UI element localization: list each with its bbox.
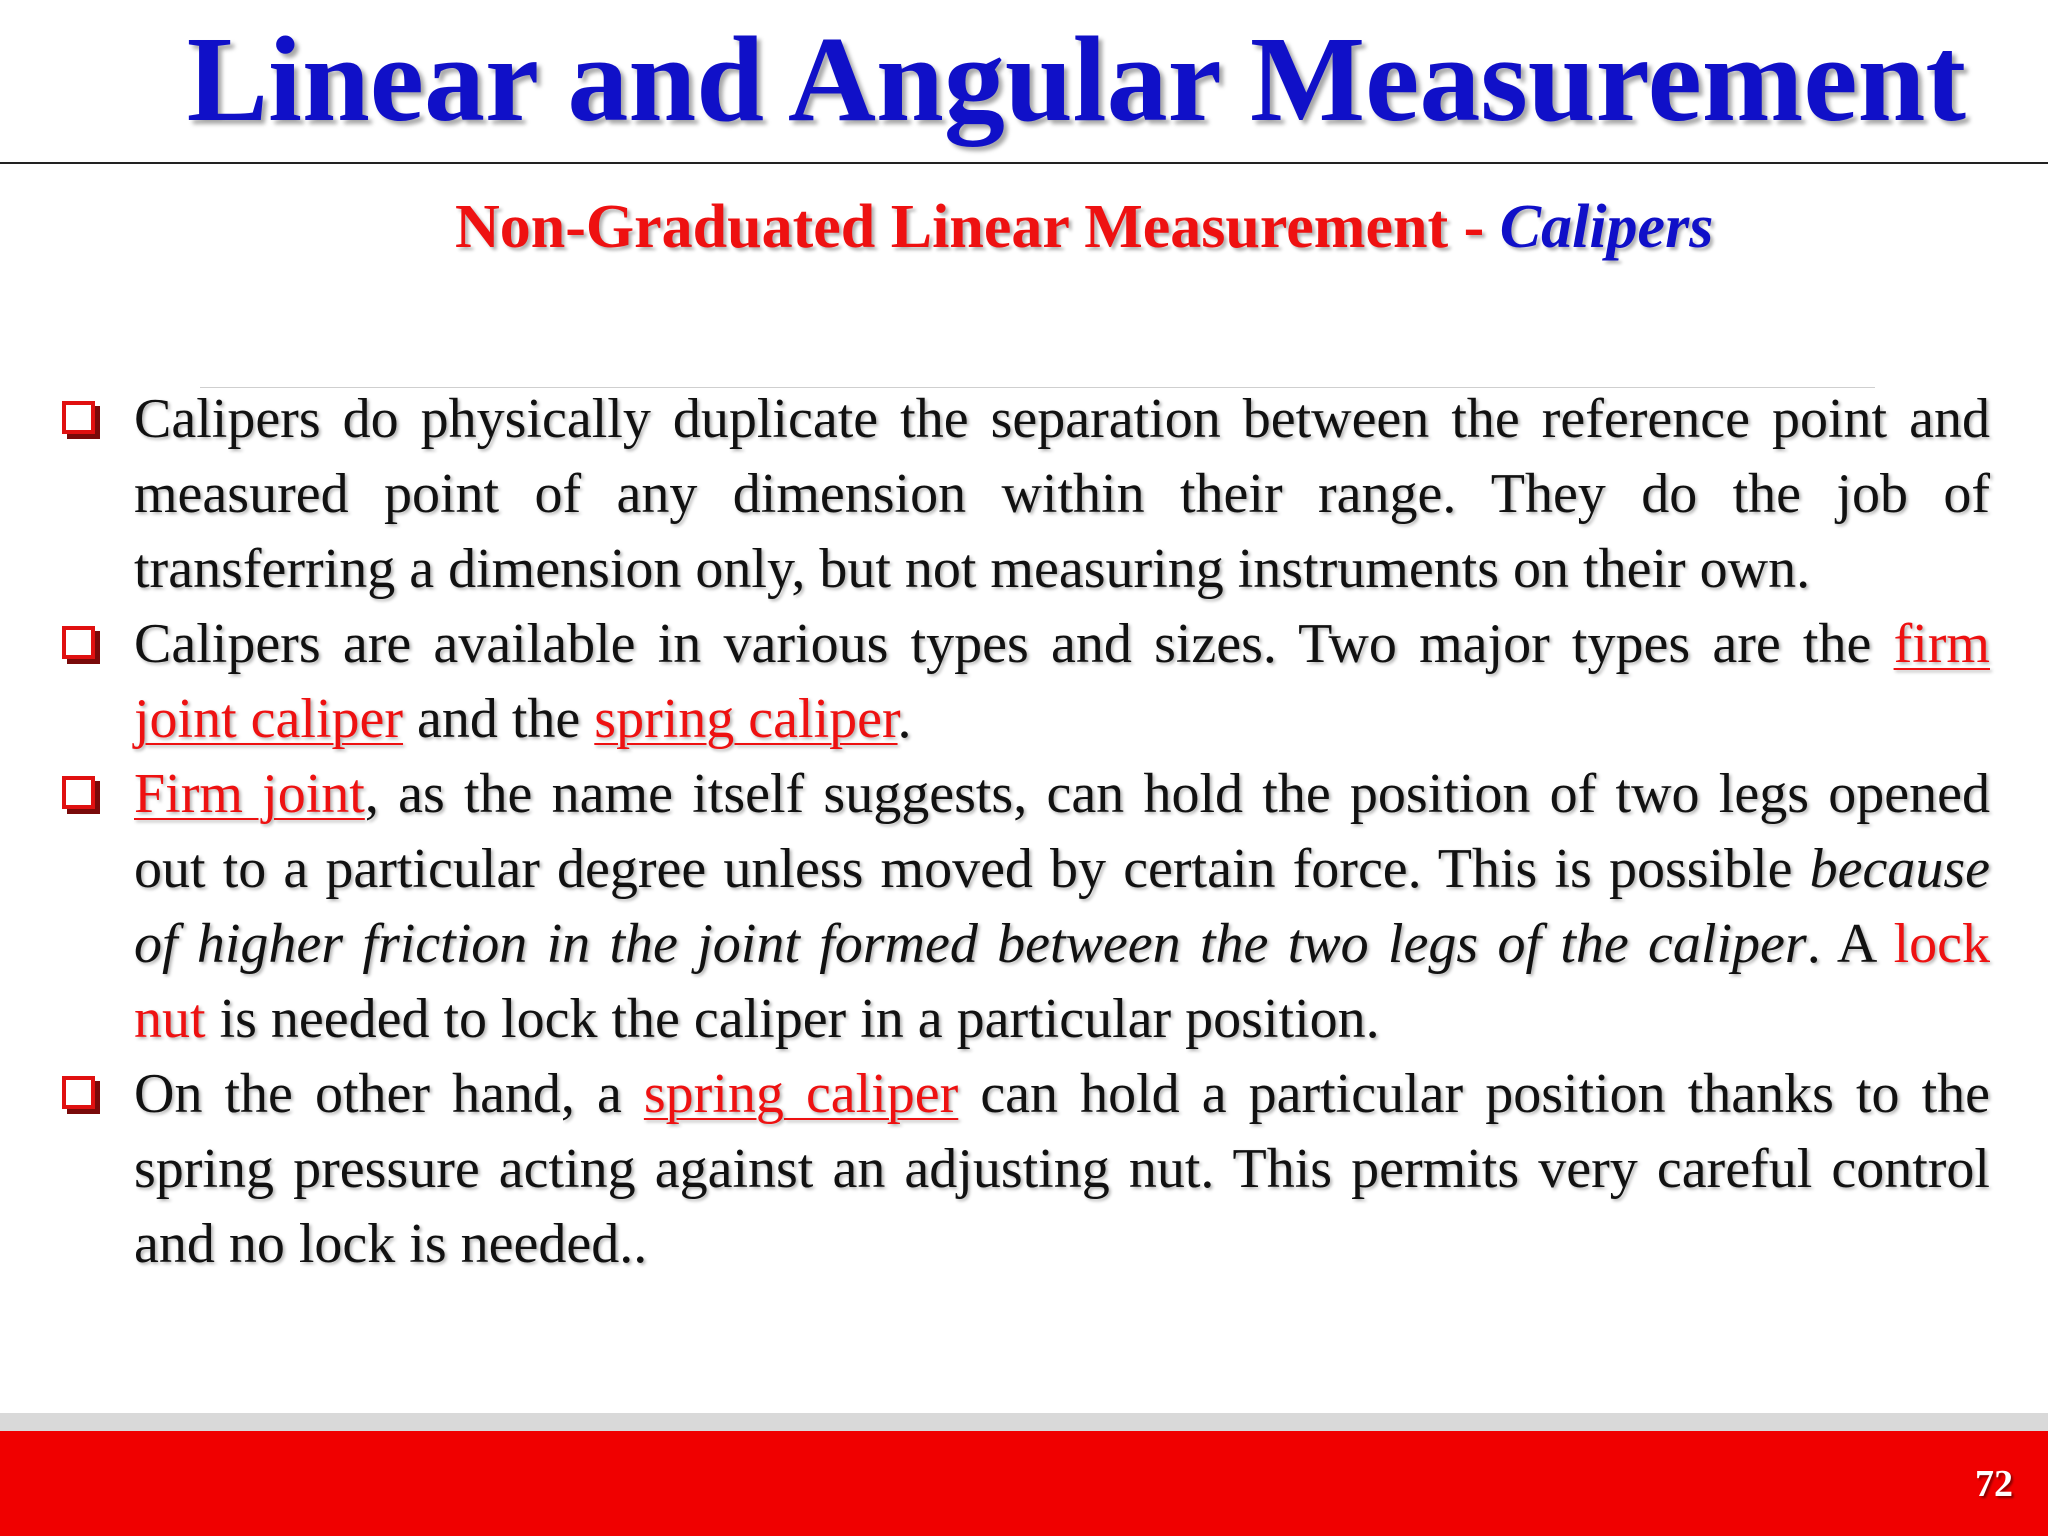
bullet-3-text-c: is needed to lock the caliper in a particular position. (205, 988, 1380, 1050)
lock-nut-term: lock nut (134, 913, 1991, 1050)
page-number: 72 (1975, 1463, 2013, 1505)
bullet-4-text-b: can hold a particular position thanks to the spring pressure acting against an adjusting nut. This permits very careful control and no lock is needed.. (134, 1063, 1990, 1275)
bullet-1-text: Calipers do physically duplicate the separation between the reference point and measured point of any dimension within their range. They do the job of transferring a dimension only, but not measuring instruments on their own. (134, 388, 1990, 600)
subtitle-emphasis: Calipers (1499, 193, 1714, 261)
firm-joint-caliper-link[interactable]: firm joint caliper (134, 613, 1990, 750)
hollow-square-bullet-icon (62, 626, 95, 659)
slide-title: Linear and Angular Measurement (186, 12, 1966, 147)
spring-caliper-link-2[interactable]: spring caliper (643, 1063, 959, 1125)
hollow-square-bullet-icon (62, 401, 95, 434)
bullet-4-text-a: On the other hand, a (134, 1063, 644, 1125)
bullet-item-2 (60, 607, 1990, 757)
slide-subtitle (455, 190, 1713, 264)
bullet-3-text-a: , as the name itself suggests, can hold the position of two legs opened out to a particular degree unless moved by certain force. This is possible (134, 763, 1990, 900)
bullet-2-text-a: Calipers are available in various types and sizes. Two major types are the (134, 613, 1894, 675)
bullet-2-text-b: and the (403, 688, 595, 750)
spring-caliper-link[interactable]: spring caliper (594, 688, 898, 750)
bullet-item-1 (60, 382, 1990, 607)
bullet-list (60, 382, 1990, 1282)
bullet-3-text-b: . A (1806, 913, 1894, 975)
bullet-item-4 (60, 1057, 1990, 1282)
title-divider (0, 162, 2048, 164)
bullet-item-3 (60, 757, 1990, 1057)
footer-bar (0, 1431, 2048, 1536)
firm-joint-link[interactable]: Firm joint (134, 763, 365, 825)
bullet-3-italic-text: because of higher friction in the joint formed between the two legs of the caliper (134, 838, 1990, 975)
footer-strip (0, 1413, 2048, 1431)
bullet-2-text-c: . (897, 688, 912, 750)
subtitle-main: Non-Graduated Linear Measurement - (455, 193, 1500, 261)
hollow-square-bullet-icon (62, 1076, 95, 1109)
hollow-square-bullet-icon (62, 776, 95, 809)
